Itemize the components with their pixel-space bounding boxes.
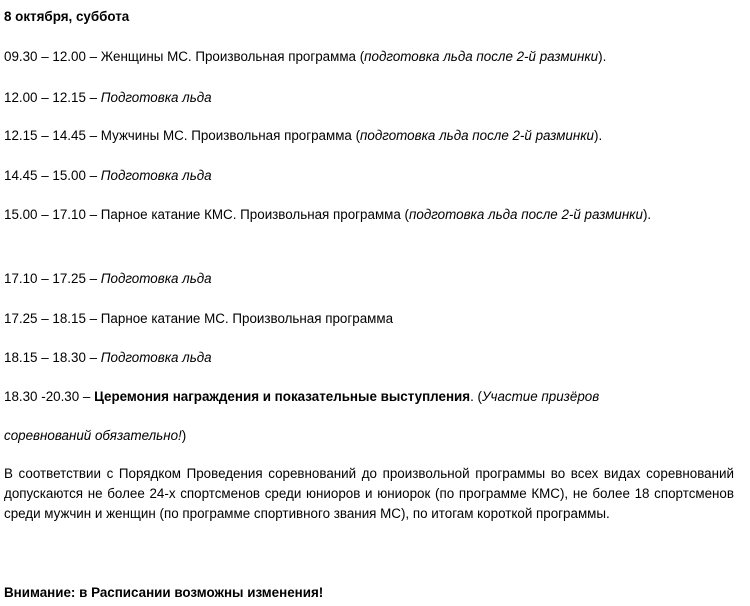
schedule-item <box>4 309 393 328</box>
schedule-note: подготовка льда после 2-й разминки <box>360 128 595 143</box>
schedule-text: Парное катание КМС. Произвольная программа ( <box>100 207 409 222</box>
schedule-item <box>4 88 212 107</box>
schedule-time: 09.30 – 12.00 – <box>4 49 101 64</box>
schedule-time: 15.00 – 17.10 – <box>4 207 101 222</box>
schedule-text: . ( <box>470 389 482 404</box>
schedule-item <box>4 269 212 288</box>
schedule-item <box>4 205 694 224</box>
schedule-note: Подготовка льда <box>100 271 212 286</box>
schedule-time: 17.25 – 18.15 – <box>4 311 101 326</box>
schedule-tail: ). <box>594 128 603 143</box>
schedule-warning: Внимание: в Расписании возможны изменения! <box>4 585 324 600</box>
schedule-text: Женщины МС. Произвольная программа ( <box>100 49 365 64</box>
schedule-item <box>4 126 602 145</box>
schedule-time: 18.15 – 18.30 – <box>4 350 101 365</box>
schedule-note: Подготовка льда <box>100 350 212 365</box>
schedule-text: Мужчины МС. Произвольная программа ( <box>100 128 361 143</box>
schedule-note: соревнований обязательно! <box>4 428 182 443</box>
schedule-time: 17.10 – 17.25 – <box>4 271 101 286</box>
schedule-item <box>4 166 212 185</box>
schedule-note: подготовка льда после 2-й разминки <box>364 49 599 64</box>
schedule-note: Участие призёров <box>481 389 600 404</box>
schedule-item <box>4 348 212 367</box>
schedule-time: 12.00 – 12.15 – <box>4 90 101 105</box>
schedule-time: 14.45 – 15.00 – <box>4 168 101 183</box>
schedule-tail: ). <box>598 49 607 64</box>
schedule-tail: ). <box>642 207 652 222</box>
schedule-text: Парное катание МС. Произвольная программа <box>100 311 394 326</box>
schedule-time: 12.15 – 14.45 – <box>4 128 101 143</box>
schedule-tail: ) <box>181 428 187 443</box>
schedule-note: Подготовка льда <box>100 90 212 105</box>
date-heading: 8 октября, суббота <box>4 9 130 24</box>
rules-note: В соответствии с Порядком Проведения соревнований до произвольной программы во всех видах соревнований допускаются не более 24-х спортсменов среди юниоров и юниорок (по программе КМС), не более 18 спортсменов среди мужчин и женщин (по программе спортивного звания МС), по итогам короткой программы. <box>4 466 734 521</box>
schedule-item-continuation <box>4 426 186 445</box>
schedule-item <box>4 387 599 406</box>
schedule-item <box>4 47 606 66</box>
schedule-bold-text: Церемония награждения и показательные выступления <box>94 389 471 404</box>
schedule-time: 18.30 -20.30 – <box>4 389 95 404</box>
schedule-note: Подготовка льда <box>100 168 212 183</box>
schedule-note: подготовка льда после 2-й разминки <box>409 207 643 222</box>
